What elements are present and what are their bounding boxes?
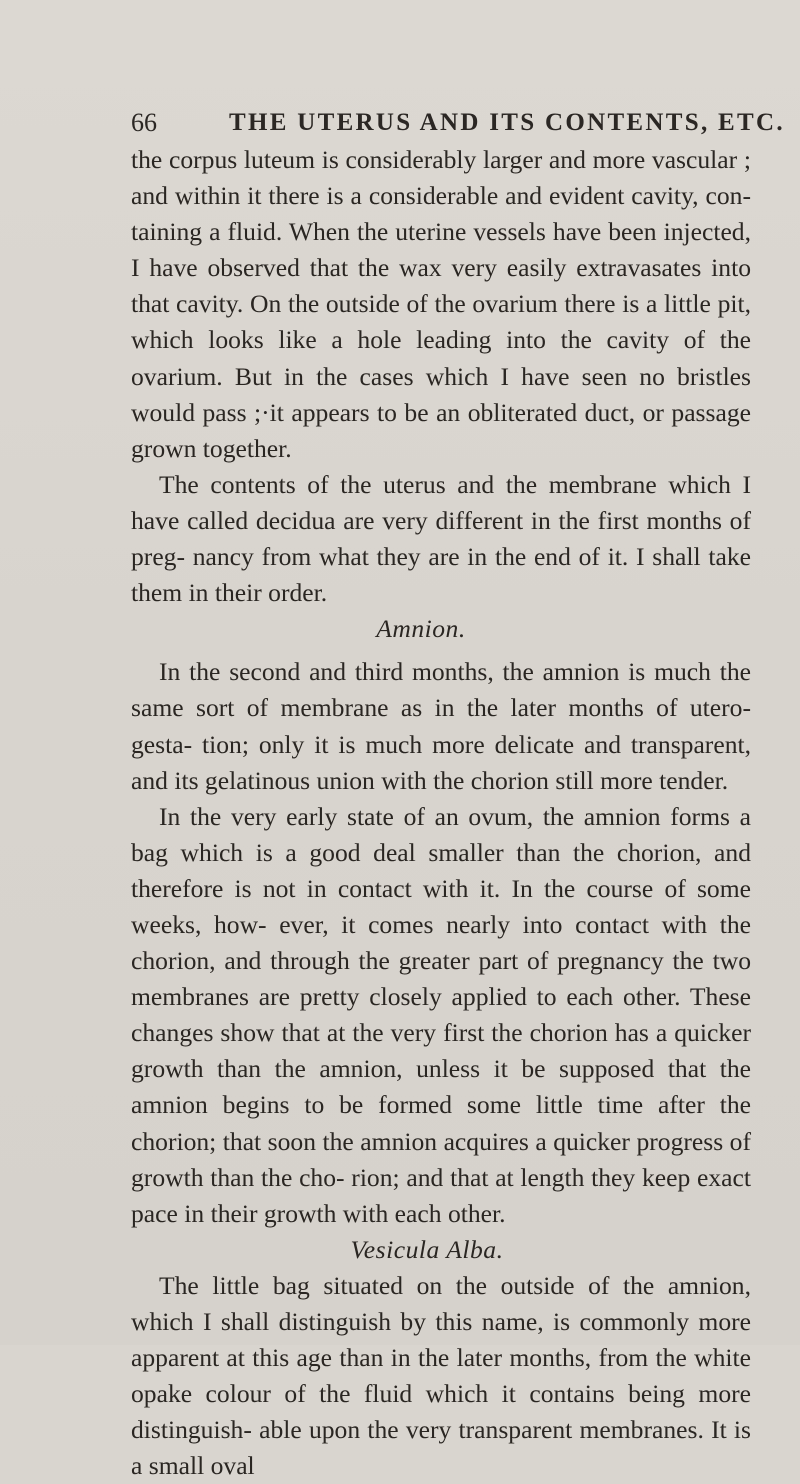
section-heading-amnion: Amnion. <box>376 614 466 644</box>
page-number: 66 <box>131 108 157 137</box>
running-head: THE UTERUS AND ITS CONTENTS, ETC. <box>229 109 785 136</box>
body-text <box>131 142 751 1484</box>
paragraph-vesicula-alba: The little bag situated on the outside of the amnion, which I shall distinguish by this name, is commonly more apparent at this age than in the later months, from the white opake colour of the fluid which it contains being more distinguish- able upon the very transparent membranes. It is a small oval <box>131 1270 751 1481</box>
paragraph-corpus-luteum: the corpus luteum is considerably larger and more vascular ; and within it there is a considerable and evident cavity, con- taining a fluid. When the uterine vessels have been injected, I have observed that the wax very easily extravasates into that cavity. On the outside of the ovarium there is a little pit, which looks like a hole leading into the cavity of the ovarium. But in the cases which I have seen no bristles would pass ;·it appears to be an obliterated duct, or passage grown together. <box>131 145 751 463</box>
paragraph-uterus-contents: The contents of the uterus and the membrane which I have called decidua are very different in the first months of preg- nancy from what they are in the end of it. I shall take them in their order. <box>131 469 751 608</box>
paragraph-amnion-months: In the second and third months, the amnion is much the same sort of membrane as in the later months of utero-gesta- tion; only it is much more delicate and transparent, and its gelatinous union with the chorion still more tender. <box>131 657 751 795</box>
section-heading-vesicula-alba: Vesicula Alba. <box>350 1234 504 1264</box>
paragraph-amnion-ovum: In the very early state of an ovum, the amnion forms a bag which is a good deal smaller than the chorion, and therefore is not in contact with it. In the course of some weeks, how- ever, it comes nearly into contact with the chorion, and through the greater part of pregnancy the two membranes are pretty closely applied to each other. These changes show that at the very first the chorion has a quicker growth than the amnion, unless it be supposed that the amnion begins to be formed some little time after the chorion; that soon the amnion acquires a quicker progress of growth than the cho- rion; and that at length they keep exact pace in their growth with each other. <box>131 801 751 1228</box>
